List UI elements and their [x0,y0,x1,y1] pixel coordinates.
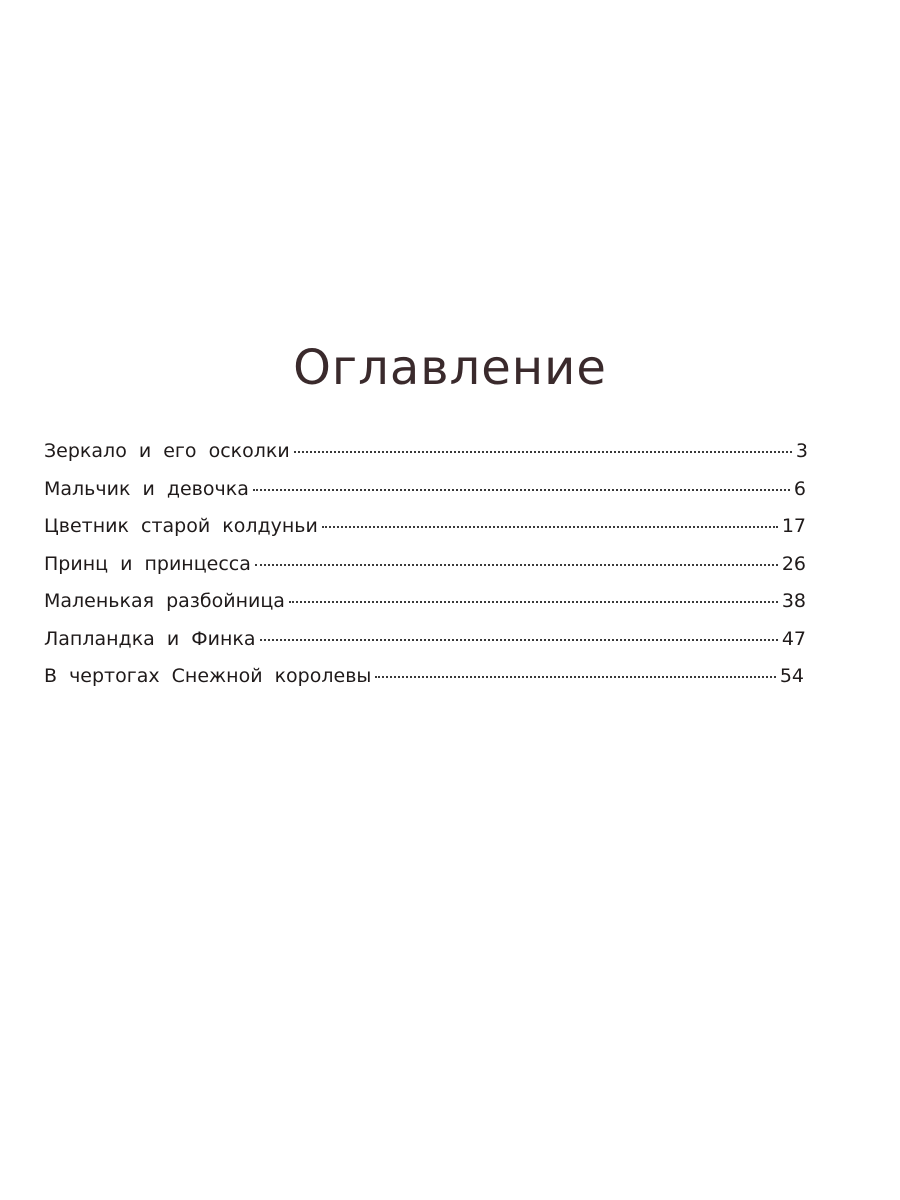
toc-entry-page: 3 [795,440,808,462]
toc-entry-page: 38 [781,590,806,612]
table-of-contents [44,440,814,703]
toc-entry [44,665,804,703]
toc-entry-title: Принц и принцесса [44,552,251,575]
toc-leader-dots [294,451,792,453]
toc-entry-title: В чертогах Снежной королевы [44,665,372,687]
toc-entry-page: 6 [793,477,806,500]
toc-leader-dots [255,564,778,566]
toc-leader-dots [260,639,778,641]
page-title: Оглавление [293,340,607,396]
toc-entry-title: Цветник старой колдуньи [44,515,318,537]
toc-entry-title: Зеркало и его осколки [44,440,290,462]
toc-entry-page: 54 [779,665,804,687]
toc-entry-page: 26 [781,552,806,575]
toc-entry-title: Мальчик и девочка [44,477,249,500]
toc-entry [44,478,806,516]
toc-leader-dots [375,676,775,678]
toc-entry [44,440,808,478]
toc-entry-page: 17 [781,515,806,537]
toc-leader-dots [322,526,778,528]
toc-entry-title: Лапландка и Финка [44,627,256,650]
toc-leader-dots [289,601,778,603]
toc-entry [44,628,806,666]
toc-entry-title: Маленькая разбойница [44,590,285,612]
toc-entry [44,590,806,628]
toc-entry [44,515,806,553]
toc-leader-dots [253,489,790,491]
toc-entry-page: 47 [781,627,806,650]
toc-entry [44,553,806,591]
